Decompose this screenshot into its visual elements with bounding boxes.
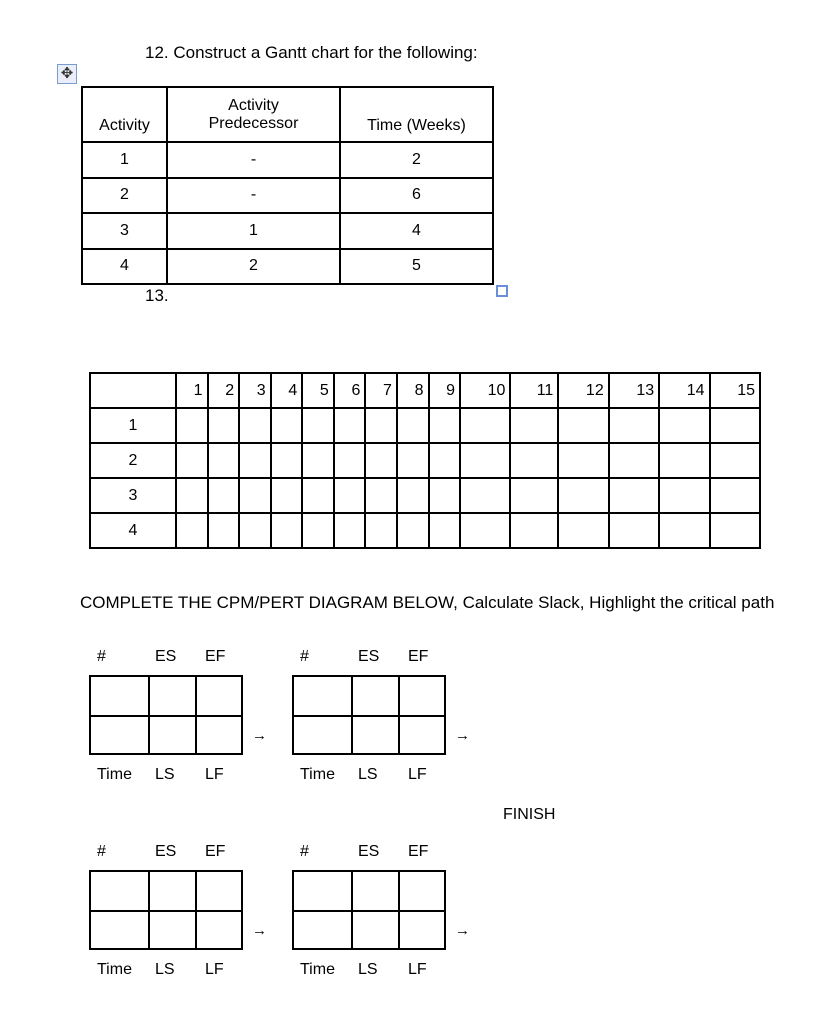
table-cell: 2: [167, 249, 340, 285]
gantt-week-header: 12: [558, 373, 608, 408]
gantt-week-header: 15: [710, 373, 761, 408]
gantt-cell[interactable]: [302, 513, 334, 548]
gantt-cell[interactable]: [302, 443, 334, 478]
gantt-cell[interactable]: [460, 443, 510, 478]
table-cell: 1: [82, 142, 167, 178]
gantt-week-header: 9: [429, 373, 461, 408]
cpm-bottom-label: LF: [205, 766, 224, 783]
gantt-activity-label: 1: [90, 408, 176, 443]
gantt-cell[interactable]: [710, 443, 761, 478]
cpm-top-label: #: [97, 648, 106, 665]
gantt-cell[interactable]: [208, 478, 240, 513]
cpm-instruction: COMPLETE THE CPM/PERT DIAGRAM BELOW, Calculate Slack, Highlight the critical path: [80, 593, 775, 612]
cpm-bottom-label: LS: [155, 961, 175, 978]
table-cell: 3: [82, 213, 167, 249]
gantt-cell[interactable]: [558, 478, 608, 513]
gantt-cell[interactable]: [397, 443, 429, 478]
cpm-top-label: #: [300, 648, 309, 665]
gantt-cell[interactable]: [460, 513, 510, 548]
gantt-cell[interactable]: [239, 408, 271, 443]
cpm-top-label: EF: [205, 843, 226, 860]
gantt-cell[interactable]: [365, 443, 397, 478]
gantt-cell[interactable]: [510, 478, 558, 513]
cpm-bottom-label: Time: [97, 766, 132, 783]
table-move-handle-icon[interactable]: ✥: [57, 64, 77, 84]
table-cell: 4: [82, 249, 167, 285]
gantt-cell[interactable]: [176, 513, 208, 548]
header-activity: Activity: [82, 87, 167, 142]
gantt-cell[interactable]: [208, 513, 240, 548]
cpm-bottom-label: LS: [358, 961, 378, 978]
cpm-top-label: #: [97, 843, 106, 860]
cpm-node-divider: [91, 715, 241, 717]
arrow-right-icon: →: [252, 922, 267, 939]
cpm-node-divider: [294, 910, 444, 912]
cpm-top-label: EF: [408, 843, 429, 860]
arrow-right-icon: →: [455, 727, 470, 744]
table-cell: 1: [167, 213, 340, 249]
table-row: [82, 178, 493, 214]
gantt-activity-label: 2: [90, 443, 176, 478]
cpm-bottom-label: LF: [408, 766, 427, 783]
arrow-right-icon: →: [455, 922, 470, 939]
gantt-cell[interactable]: [397, 408, 429, 443]
gantt-cell[interactable]: [609, 478, 659, 513]
gantt-cell[interactable]: [208, 408, 240, 443]
gantt-activity-label: 4: [90, 513, 176, 548]
gantt-cell[interactable]: [334, 513, 366, 548]
gantt-cell[interactable]: [176, 408, 208, 443]
cpm-top-label: ES: [358, 648, 380, 665]
gantt-week-header: 10: [460, 373, 510, 408]
cpm-node-box[interactable]: [292, 675, 446, 755]
gantt-cell[interactable]: [510, 443, 558, 478]
activity-table: [81, 86, 494, 285]
gantt-cell[interactable]: [460, 408, 510, 443]
gantt-cell[interactable]: [609, 408, 659, 443]
gantt-cell[interactable]: [429, 443, 461, 478]
table-row: [82, 142, 493, 178]
gantt-cell[interactable]: [239, 478, 271, 513]
gantt-cell[interactable]: [397, 478, 429, 513]
finish-label: FINISH: [503, 806, 556, 823]
cpm-top-label: ES: [155, 648, 177, 665]
gantt-week-header: 14: [659, 373, 709, 408]
table-cell: -: [167, 142, 340, 178]
question-13-label: 13.: [145, 286, 169, 305]
gantt-row: [90, 513, 760, 548]
gantt-cell[interactable]: [334, 443, 366, 478]
gantt-cell[interactable]: [271, 443, 303, 478]
gantt-week-header: 5: [302, 373, 334, 408]
table-cell: 2: [82, 178, 167, 214]
gantt-cell[interactable]: [510, 408, 558, 443]
gantt-cell[interactable]: [659, 513, 709, 548]
gantt-week-header: 2: [208, 373, 240, 408]
gantt-week-header: 11: [510, 373, 558, 408]
gantt-cell[interactable]: [302, 478, 334, 513]
gantt-cell[interactable]: [429, 408, 461, 443]
cpm-top-label: #: [300, 843, 309, 860]
gantt-cell[interactable]: [365, 408, 397, 443]
table-resize-handle[interactable]: [496, 285, 508, 297]
gantt-activity-label: 3: [90, 478, 176, 513]
gantt-cell[interactable]: [365, 478, 397, 513]
gantt-cell[interactable]: [271, 478, 303, 513]
gantt-cell[interactable]: [239, 443, 271, 478]
table-row: [82, 249, 493, 285]
cpm-bottom-label: LS: [358, 766, 378, 783]
gantt-cell[interactable]: [429, 478, 461, 513]
gantt-cell[interactable]: [397, 513, 429, 548]
cpm-node-box[interactable]: [89, 870, 243, 950]
gantt-cell[interactable]: [558, 408, 608, 443]
gantt-cell[interactable]: [365, 513, 397, 548]
gantt-cell[interactable]: [609, 513, 659, 548]
gantt-cell[interactable]: [710, 408, 761, 443]
table-cell: 4: [340, 213, 493, 249]
gantt-corner-cell: [90, 373, 176, 408]
gantt-cell[interactable]: [659, 478, 709, 513]
arrow-right-icon: →: [252, 727, 267, 744]
cpm-top-label: EF: [205, 648, 226, 665]
question-12-title: 12. Construct a Gantt chart for the following:: [145, 43, 478, 62]
header-predecessor: Activity Predecessor: [167, 87, 340, 142]
gantt-week-header: 1: [176, 373, 208, 408]
gantt-week-header: 3: [239, 373, 271, 408]
table-cell: -: [167, 178, 340, 214]
gantt-cell[interactable]: [659, 443, 709, 478]
gantt-cell[interactable]: [334, 478, 366, 513]
gantt-cell[interactable]: [429, 513, 461, 548]
cpm-node-box[interactable]: [292, 870, 446, 950]
cpm-bottom-label: LF: [205, 961, 224, 978]
cpm-top-label: ES: [358, 843, 380, 860]
gantt-row: [90, 408, 760, 443]
cpm-node-divider: [294, 715, 444, 717]
cpm-bottom-label: Time: [300, 961, 335, 978]
gantt-cell[interactable]: [208, 443, 240, 478]
gantt-cell[interactable]: [302, 408, 334, 443]
header-time: Time (Weeks): [340, 87, 493, 142]
gantt-week-header: 8: [397, 373, 429, 408]
table-row: [82, 213, 493, 249]
gantt-week-header: 4: [271, 373, 303, 408]
gantt-cell[interactable]: [609, 443, 659, 478]
table-cell: 2: [340, 142, 493, 178]
table-cell: 6: [340, 178, 493, 214]
gantt-cell[interactable]: [510, 513, 558, 548]
gantt-cell[interactable]: [176, 443, 208, 478]
gantt-row: [90, 478, 760, 513]
gantt-cell[interactable]: [659, 408, 709, 443]
gantt-cell[interactable]: [558, 443, 608, 478]
cpm-bottom-label: LF: [408, 961, 427, 978]
gantt-cell[interactable]: [558, 513, 608, 548]
gantt-row: [90, 443, 760, 478]
gantt-cell[interactable]: [710, 513, 761, 548]
table-cell: 5: [340, 249, 493, 285]
gantt-chart-table: [89, 372, 761, 549]
gantt-week-header: 7: [365, 373, 397, 408]
gantt-week-header: 6: [334, 373, 366, 408]
cpm-bottom-label: LS: [155, 766, 175, 783]
gantt-cell[interactable]: [334, 408, 366, 443]
gantt-cell[interactable]: [271, 408, 303, 443]
cpm-top-label: ES: [155, 843, 177, 860]
gantt-cell[interactable]: [176, 478, 208, 513]
gantt-header-row: [90, 373, 760, 408]
gantt-cell[interactable]: [271, 513, 303, 548]
cpm-bottom-label: Time: [97, 961, 132, 978]
cpm-bottom-label: Time: [300, 766, 335, 783]
gantt-cell[interactable]: [460, 478, 510, 513]
gantt-cell[interactable]: [710, 478, 761, 513]
cpm-node-box[interactable]: [89, 675, 243, 755]
cpm-top-label: EF: [408, 648, 429, 665]
gantt-week-header: 13: [609, 373, 659, 408]
gantt-cell[interactable]: [239, 513, 271, 548]
cpm-node-divider: [91, 910, 241, 912]
